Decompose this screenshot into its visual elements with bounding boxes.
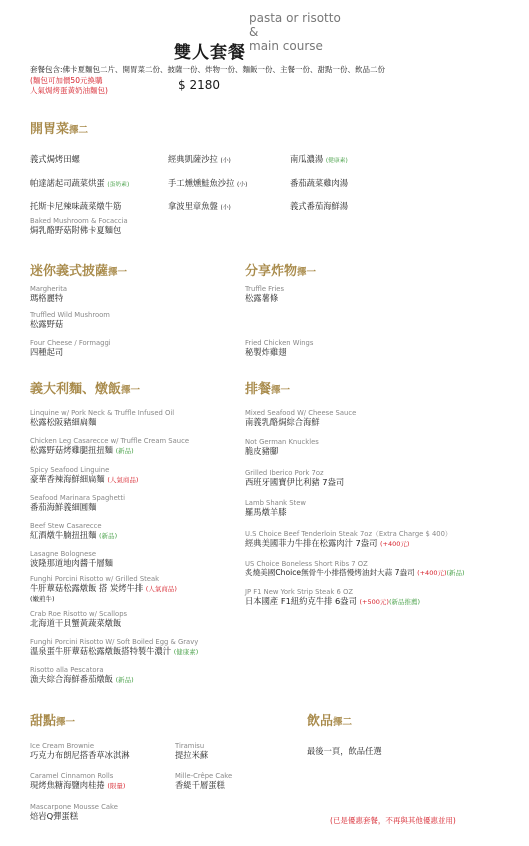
- list-item: Mixed Seafood W/ Cheese Sauce 南義乳酪焗綜合海鮮: [245, 409, 357, 427]
- list-item: 拿波里章魚盤 (小): [168, 201, 231, 211]
- list-item: Not German Knuckles 脆皮豬腳: [245, 438, 319, 456]
- list-item: 手工燻燻鮭魚沙拉 (小): [168, 178, 248, 188]
- list-item: Ice Cream Brownie 巧克力布朗尼搭香草冰淇淋: [30, 742, 130, 760]
- list-item: Beef Stew Casarecce 紅酒燉牛腩扭扭麵 (新品): [30, 522, 118, 540]
- list-item: Four Cheese / Formaggi 四種起司: [30, 339, 111, 357]
- list-item: US Choice Boneless Short Ribs 7 OZ 炙燒美國Choice無骨牛小排搭慢烤油封大蒜 7盎司 (+400元)(新品): [245, 560, 465, 577]
- bread-upgrade-note: (麵包可加價50元換購 人氣焗烤蛋黃奶油麵包): [30, 76, 108, 95]
- list-item: Truffle Fries 松露薯條: [245, 285, 284, 303]
- pizza-heading: 迷你義式披薩擇一: [30, 264, 128, 279]
- list-item: Risotto alla Pescatora 漁夫綜合海鮮番茄燉飯 (新品): [30, 666, 134, 684]
- drinks-heading: 飲品擇二: [307, 714, 353, 729]
- list-item: Lamb Shank Stew 羅馬燉羊膝: [245, 499, 306, 517]
- list-item: 經典凱薩沙拉 (小): [168, 154, 231, 164]
- list-item: 番茄蔬菜雞肉湯: [290, 178, 349, 188]
- list-item: Seafood Marinara Spaghetti 番茄海鮮義細圓麵: [30, 494, 125, 512]
- appetizer-heading: 開胃菜擇二: [30, 122, 89, 137]
- list-item: Funghi Porcini Risotto w/ Grilled Steak 牛肝蕈菇松露燉飯 搭 炭烤牛排 (人氣商品) (嫩煎牛): [30, 575, 177, 603]
- list-item: Lasagne Bolognese 波隆那道地肉醬千層麵: [30, 550, 113, 568]
- list-item: U.S Choice Beef Tenderloin Steak 7oz（Extra Charge $ 400） 經典美國菲力牛排在松露肉汁 7盎司 (+400元): [245, 530, 452, 548]
- list-item: Margherita 瑪格麗特: [30, 285, 68, 303]
- pasta-heading: 義大利麵、燉飯擇一: [30, 382, 141, 397]
- list-item: Spicy Seafood Linguine 豪華香辣海鮮細扁麵 (人氣商品): [30, 466, 139, 484]
- menu-subtitle: pasta or risotto & main course: [249, 11, 341, 53]
- list-item: Tiramisu 提拉米蘇: [175, 742, 209, 760]
- promo-disclaimer: (已是優惠套餐，不再與其他優惠並用): [330, 816, 456, 825]
- set-price: $ 2180: [178, 78, 220, 92]
- list-item: Funghi Porcini Risotto W/ Soft Boiled Egg & Gravy 溫泉蛋牛肝蕈菇松露燉飯搭特製牛濃汁 (健康素): [30, 638, 199, 656]
- list-item: JP F1 New York Strip Steak 6 OZ 日本國產 F1紐約克牛排 6盎司 (+500元)(新品推薦): [245, 588, 421, 606]
- list-item: Fried Chicken Wings 秘製炸雞翅: [245, 339, 314, 357]
- set-includes: 套餐包含:佛卡夏麵包二片、開胃菜二份、披薩一份、炸物一份、麵飯一份、主餐一份、甜點一份、飲品二份: [30, 65, 386, 74]
- fried-heading: 分享炸物擇一: [245, 264, 317, 279]
- list-item: Chicken Leg Casarecce w/ Truffle Cream Sauce 松露野菇烤雞腿扭扭麵 (新品): [30, 437, 190, 455]
- list-item: Crab Roe Risotto w/ Scallops 北海道干貝蟹黃蔬菜燉飯: [30, 610, 128, 628]
- list-item: 義式番茄海鮮湯: [290, 201, 349, 211]
- list-item: 南瓜濃湯 (健康素): [290, 154, 348, 164]
- list-item: Baked Mushroom & Focaccia 焗乳酪野菇附佛卡夏麵包: [30, 217, 128, 235]
- menu-title: 雙人套餐: [174, 43, 246, 63]
- list-item: 托斯卡尼辣味蔬菜燉牛筋: [30, 201, 122, 211]
- list-item: Mille-Crêpe Cake 香緹千層蛋糕: [175, 772, 233, 790]
- list-item: Mascarpone Mousse Cake 焙岩Q彈蛋糕: [30, 803, 118, 821]
- list-item: 義式焗烤田螺: [30, 154, 80, 164]
- list-item: Caramel Cinnamon Rolls 現烤焦糖海鹽肉桂捲 (限量): [30, 772, 126, 790]
- list-item: Linquine w/ Pork Neck & Truffle Infused Oil 松露松阪豬細扁麵: [30, 409, 175, 427]
- list-item: 帕達諾起司蔬菜烘蛋 (蛋奶素): [30, 178, 130, 188]
- main-heading: 排餐擇一: [245, 382, 291, 397]
- list-item: Grilled Iberico Pork 7oz 西班牙國寶伊比利豬 7盎司: [245, 469, 345, 487]
- drinks-note: 最後一頁，飲品任選: [307, 746, 382, 756]
- list-item: Truffled Wild Mushroom 松露野菇: [30, 311, 110, 329]
- dessert-heading: 甜點擇一: [30, 714, 76, 729]
